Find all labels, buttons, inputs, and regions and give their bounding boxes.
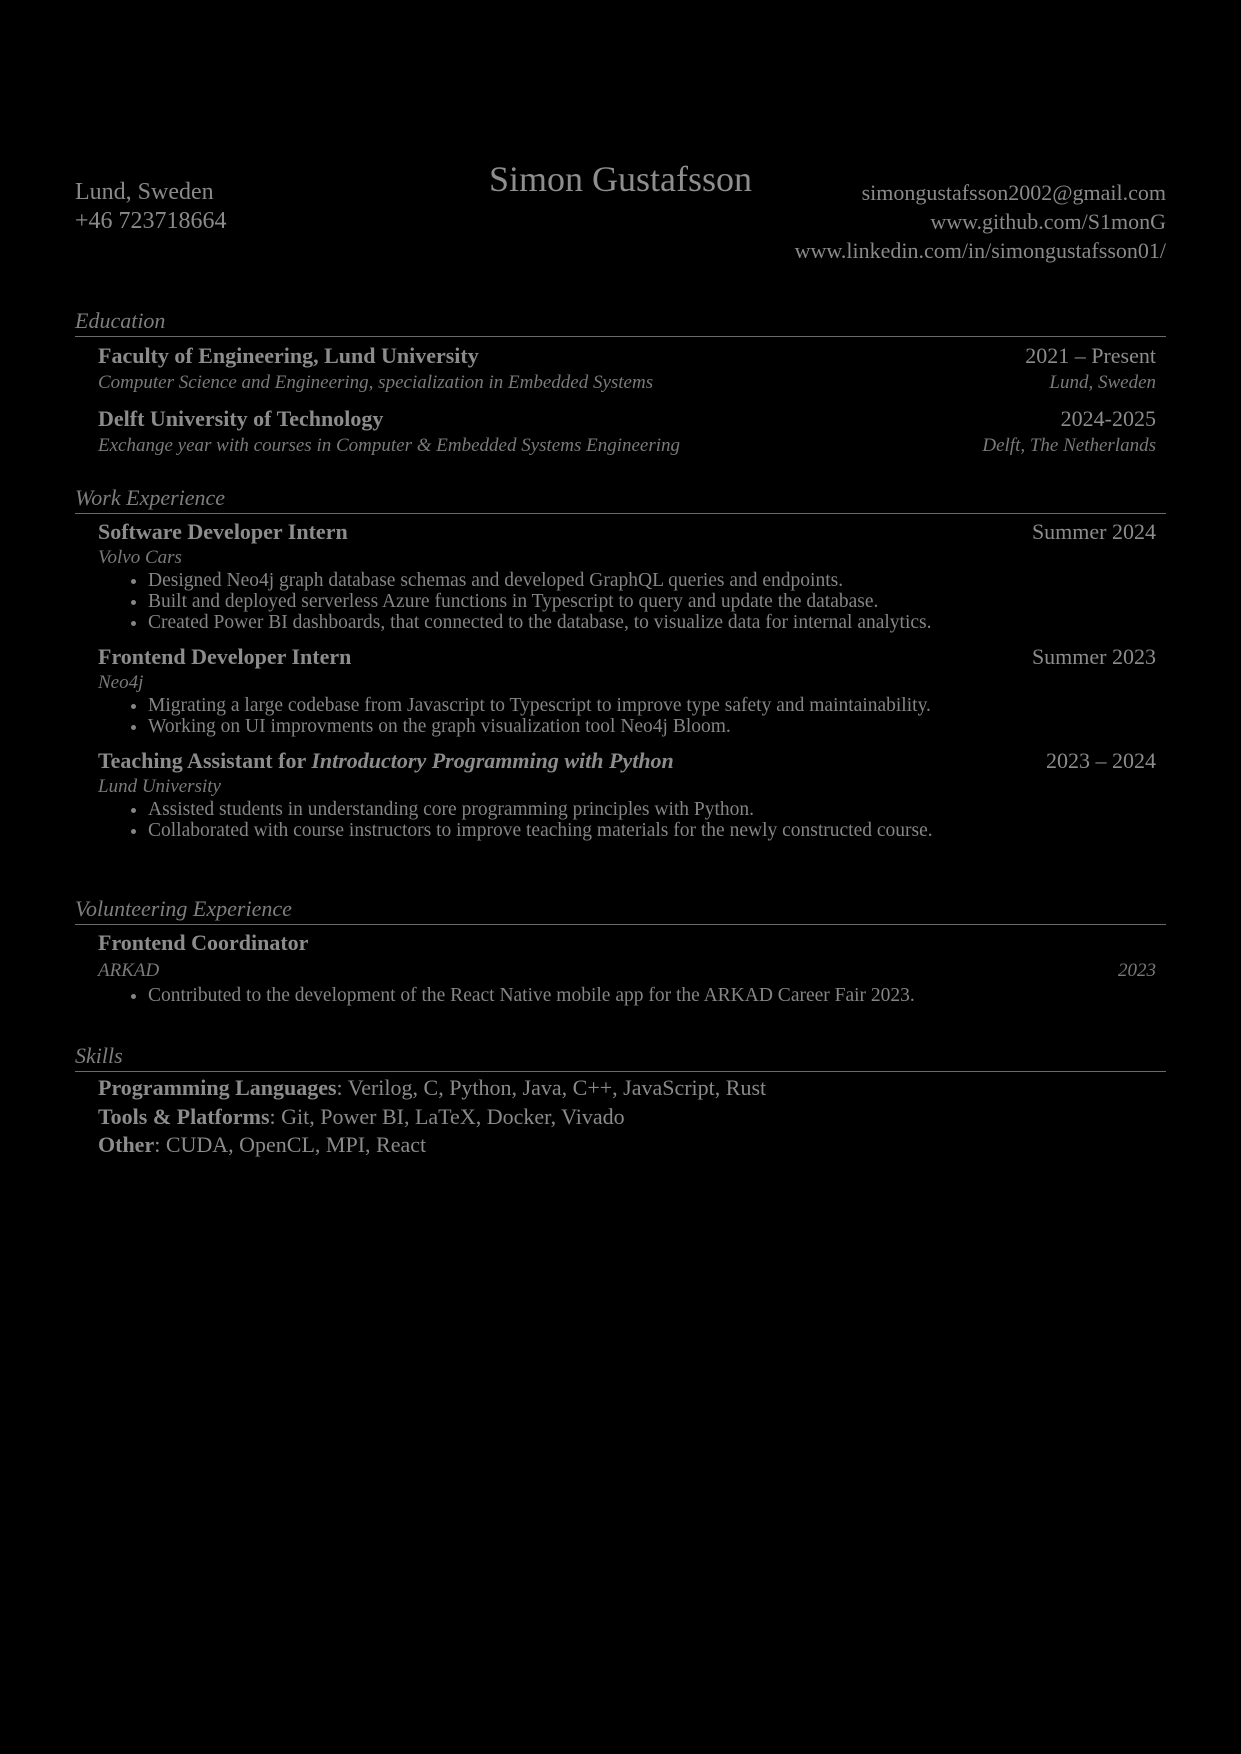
role: Software Developer Intern xyxy=(98,519,348,544)
linkedin-link[interactable]: www.linkedin.com/in/simongustafsson01/ xyxy=(794,238,1166,263)
bullet-list xyxy=(98,985,1156,1006)
work-entry xyxy=(98,643,1156,737)
volunteering-section xyxy=(75,896,1166,1006)
list-item: • Contributed to the development of the React Native mobile app for the ARKAD Career Fair 2023. xyxy=(148,985,1156,1006)
program: Computer Science and Engineering, specialization in Embedded Systems xyxy=(98,372,654,393)
organization: ARKAD xyxy=(98,960,160,981)
role-prefix: Teaching Assistant for xyxy=(98,748,312,773)
section-divider xyxy=(75,513,1166,514)
education-entry xyxy=(98,405,1156,459)
institution: Delft University of Technology xyxy=(98,406,384,431)
skill-value: : CUDA, OpenCL, MPI, React xyxy=(154,1132,427,1157)
skill-label: Other xyxy=(98,1132,155,1157)
skill-label: Programming Languages xyxy=(98,1075,337,1100)
github-link[interactable]: www.github.com/S1monG xyxy=(930,209,1166,234)
bullet-list xyxy=(98,799,1156,841)
resume-page xyxy=(75,0,1166,1754)
contact-right xyxy=(795,178,1166,265)
date: Summer 2023 xyxy=(1031,644,1156,669)
list-item: • Designed Neo4j graph database schemas and developed GraphQL queries and endpoints. xyxy=(148,570,1156,591)
resume-header xyxy=(75,158,1166,268)
program: Exchange year with courses in Computer & Embedded Systems Engineering xyxy=(98,435,681,456)
skill-value: : Verilog, C, Python, Java, C++, JavaScript, Rust xyxy=(336,1075,767,1100)
education-section xyxy=(75,308,1166,459)
skill-line xyxy=(98,1103,1156,1132)
role: Frontend Coordinator xyxy=(98,930,309,955)
skills-section xyxy=(75,1043,1166,1160)
location: Lund, Sweden xyxy=(1049,372,1156,393)
date: 2023 xyxy=(1118,960,1156,981)
organization: Lund University xyxy=(98,776,221,797)
volunteering-entry xyxy=(98,929,1156,1006)
work-entry xyxy=(98,518,1156,633)
skill-label: Tools & Platforms xyxy=(98,1103,270,1129)
role: Frontend Developer Intern xyxy=(98,644,352,669)
list-item: • Built and deployed serverless Azure functions in Typescript to query and update the database. xyxy=(148,591,1156,612)
list-item: • Collaborated with course instructors to improve teaching materials for the newly constructed course. xyxy=(148,820,1156,841)
bullet-list xyxy=(98,695,1156,737)
section-title: Education xyxy=(75,308,166,333)
date: Summer 2024 xyxy=(1031,519,1156,544)
section-title: Skills xyxy=(75,1043,123,1068)
bullet-list xyxy=(98,570,1156,633)
work-section xyxy=(75,485,1166,841)
candidate-name: Simon Gustafsson xyxy=(488,159,753,199)
organization: Volvo Cars xyxy=(98,547,182,568)
work-entry xyxy=(98,747,1156,841)
section-title: Work Experience xyxy=(75,485,226,510)
organization: Neo4j xyxy=(98,672,144,693)
date: 2024-2025 xyxy=(1060,406,1156,431)
location: Delft, The Netherlands xyxy=(982,435,1156,456)
education-entry xyxy=(98,342,1156,396)
skill-value: : Git, Power BI, LaTeX, Docker, Vivado xyxy=(269,1103,625,1129)
skill-line xyxy=(98,1074,1156,1103)
location: Lund, Sweden xyxy=(75,179,214,205)
course-name: Introductory Programming with Python xyxy=(311,748,674,773)
list-item: • Working on UI improvments on the graph visualization tool Neo4j Bloom. xyxy=(148,716,1156,737)
section-divider xyxy=(75,924,1166,925)
list-item: • Created Power BI dashboards, that connected to the database, to visualize data for internal analytics. xyxy=(148,612,1156,633)
skill-line xyxy=(98,1131,1156,1160)
section-title: Volunteering Experience xyxy=(75,896,292,921)
list-item: • Assisted students in understanding core programming principles with Python. xyxy=(148,799,1156,820)
institution: Faculty of Engineering, Lund University xyxy=(98,343,479,368)
role xyxy=(98,747,674,775)
email-link[interactable]: simongustafsson2002@gmail.com xyxy=(861,180,1166,205)
section-divider xyxy=(75,336,1166,337)
date: 2021 – Present xyxy=(1025,343,1156,368)
phone: +46 723718664 xyxy=(75,208,227,234)
list-item: • Migrating a large codebase from Javascript to Typescript to improve type safety and maintainability. xyxy=(148,695,1156,716)
date: 2023 – 2024 xyxy=(1046,748,1156,773)
